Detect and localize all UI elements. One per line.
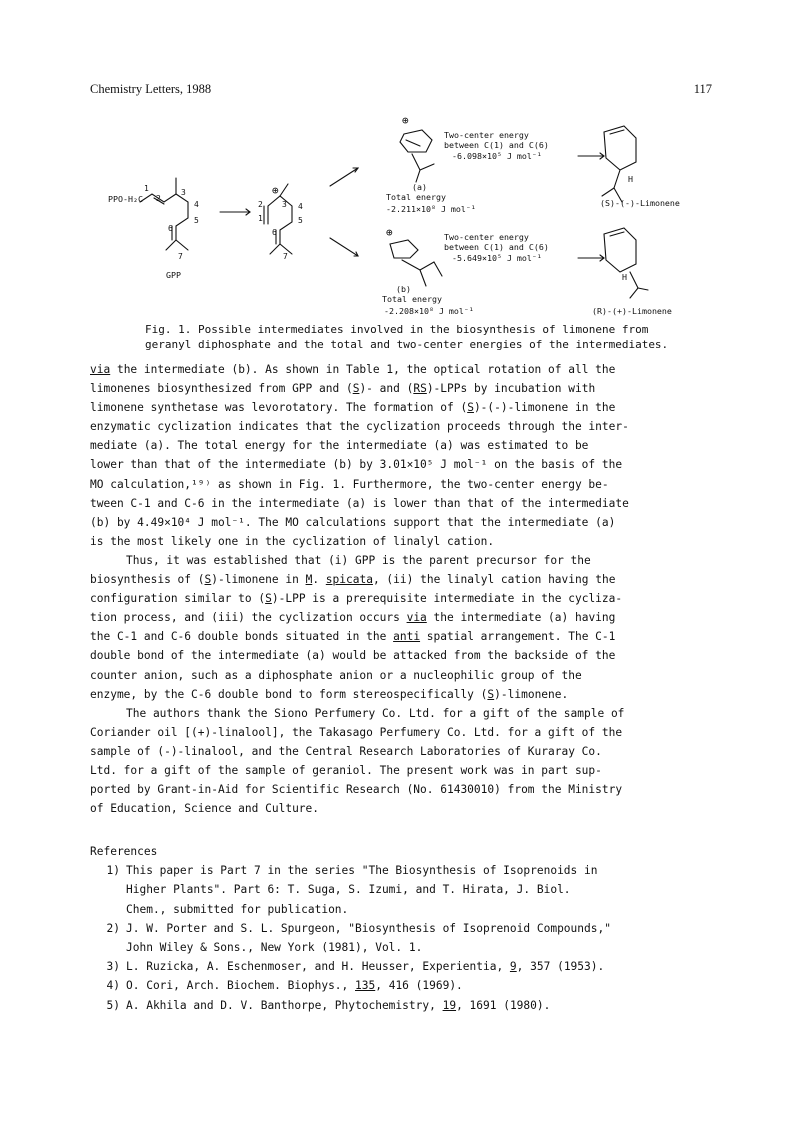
text-run: )-LPP is a prerequisite intermediate in the cycliza- xyxy=(271,592,623,606)
body-line xyxy=(90,589,712,608)
reference-continuation: Higher Plants". Part 6: T. Suga, S. Izumi, and T. Hirata, J. Biol. xyxy=(126,883,571,897)
text-run: , 416 (1969). xyxy=(375,979,463,993)
body-line: Coriander oil [(+)-linalool], the Takasago Perfumery Co. Ltd. for a gift of the xyxy=(90,725,623,739)
body-line: mediate (a). The total energy for the intermediate (a) was estimated to be xyxy=(90,439,589,453)
volume-number: 19 xyxy=(442,998,457,1012)
figure-caption xyxy=(145,322,685,352)
intermediate-b-two-center-value: -5.649×10⁵ J mol⁻¹ xyxy=(452,253,542,263)
intermediate-a-two-center-value: -6.098×10⁵ J mol⁻¹ xyxy=(452,151,542,161)
intermediate-b-two-center-title: Two-center energy xyxy=(444,232,529,242)
body-line: ported by Grant-in-Aid for Scientific Research (No. 61430010) from the Ministry xyxy=(90,783,623,797)
text-run: the intermediate (b). As shown in Table 1, the optical rotation of all the xyxy=(110,363,616,376)
body-line: lower than that of the intermediate (b) by 3.01×10⁵ J mol⁻¹ on the basis of the xyxy=(90,458,623,472)
references-title: References xyxy=(90,845,158,858)
carbon-number: 7 xyxy=(178,252,183,261)
caption-line: Fig. 1. Possible intermediates involved in the biosynthesis of limonene from xyxy=(145,323,649,336)
intermediate-a-two-center-between: between C(1) and C(6) xyxy=(444,140,549,150)
carbon-number: 6 xyxy=(168,224,173,233)
gpp-label: GPP xyxy=(166,270,181,280)
carbon-number: 2 xyxy=(258,200,263,209)
text-run: biosynthesis of ( xyxy=(90,573,205,587)
cation-plus-sign: ⊕ xyxy=(272,184,279,197)
body-line: Ltd. for a gift of the sample of geraniol. The present work was in part sup- xyxy=(90,763,602,777)
carbon-number: 3 xyxy=(181,188,186,197)
page-number: 117 xyxy=(693,82,712,96)
body-line: is the most likely one in the cyclization of linalyl cation. xyxy=(90,534,495,548)
text-run: spatial arrangement. The C-1 xyxy=(420,630,616,644)
intermediate-a-total-value: -2.211×10⁸ J mol⁻¹ xyxy=(386,204,476,214)
intermediate-b-label: (b) xyxy=(396,284,411,294)
carbon-number: 5 xyxy=(194,216,199,225)
text-run: )- and ( xyxy=(359,382,414,396)
text-run: , 357 (1953). xyxy=(516,960,605,974)
intermediate-b-total-title: Total energy xyxy=(382,294,442,304)
body-line xyxy=(90,627,712,646)
reference-number: 1) xyxy=(106,864,120,878)
italic-term: S xyxy=(265,592,272,606)
volume-number: 9 xyxy=(509,960,517,974)
intermediate-b-two-center-between: between C(1) and C(6) xyxy=(444,242,549,252)
text-run: configuration similar to ( xyxy=(90,592,266,606)
intermediate-a-two-center-title: Two-center energy xyxy=(444,130,529,140)
text-run: )-LPPs by incubation with xyxy=(426,382,596,396)
text-run: , 1691 (1980). xyxy=(456,998,551,1012)
reference-item xyxy=(90,861,712,880)
reference-item xyxy=(90,976,712,995)
reference-continuation: John Wiley & Sons., New York (1981), Vol. 1. xyxy=(126,940,423,954)
italic-term: S xyxy=(204,573,212,587)
text-run: J. W. Porter and S. L. Spurgeon, "Biosynthesis of Isoprenoid Compounds," xyxy=(126,921,611,935)
body-line xyxy=(90,608,712,627)
body-line: Thus, it was established that (i) GPP is the parent precursor for the xyxy=(126,553,591,567)
text-run: L. Ruzicka, A. Eschenmoser, and H. Heusser, Experientia, xyxy=(126,960,510,974)
reference-item xyxy=(90,996,712,1015)
body-line: MO calculation,¹⁹⁾ as shown in Fig. 1. Furthermore, the two-center energy be- xyxy=(90,477,609,491)
carbon-number: 1 xyxy=(144,184,149,193)
italic-term: RS xyxy=(413,382,427,396)
body-text xyxy=(90,360,712,818)
text-run: )-(-)-limonene in the xyxy=(473,401,616,415)
r-limonene-label: (R)-(+)-Limonene xyxy=(592,306,672,316)
body-line xyxy=(90,398,712,417)
carbon-number: 1 xyxy=(258,214,263,223)
body-line xyxy=(90,360,712,379)
intermediate-a-label: (a) xyxy=(412,182,427,192)
text-run: the C-1 and C-6 double bonds situated in the xyxy=(90,630,394,644)
reference-item xyxy=(90,919,712,938)
cation-plus-sign: ⊕ xyxy=(402,114,409,127)
italic-term: S xyxy=(487,687,495,701)
text-run: O. Cori, Arch. Biochem. Biophys., xyxy=(126,979,356,993)
reference-continuation: Chem., submitted for publication. xyxy=(126,902,349,916)
body-line: The authors thank the Siono Perfumery Co. Ltd. for a gift of the sample of xyxy=(126,706,625,720)
text-run: the intermediate (a) having xyxy=(426,611,616,625)
ppo-label: PPO-H₂C xyxy=(108,194,143,204)
italic-term: spicata xyxy=(325,573,373,587)
journal-title: Chemistry Letters, 1988 xyxy=(90,82,212,96)
italic-term: via xyxy=(90,363,111,376)
italic-term: via xyxy=(406,611,427,625)
italic-term: S xyxy=(352,382,360,396)
body-line: counter anion, such as a diphosphate anion or a nucleophilic group of the xyxy=(90,668,582,682)
text-run: , (ii) the linalyl cation having the xyxy=(372,573,616,587)
carbon-number: 4 xyxy=(298,202,303,211)
carbon-number: 2 xyxy=(156,194,161,203)
text-run: A. Akhila and D. V. Banthorpe, Phytochemistry, xyxy=(126,998,443,1012)
volume-number: 135 xyxy=(355,979,376,993)
body-line xyxy=(90,685,712,704)
carbon-number: 6 xyxy=(272,228,277,237)
h-label: H xyxy=(628,174,633,184)
carbon-number: 4 xyxy=(194,200,199,209)
text-run: limonenes biosynthesized from GPP and ( xyxy=(90,382,353,396)
body-line: enzymatic cyclization indicates that the cyclization proceeds through the inter- xyxy=(90,420,629,434)
text-run: )-limonene in xyxy=(211,573,306,587)
text-run: This paper is Part 7 in the series "The Biosynthesis of Isoprenoids in xyxy=(126,864,598,878)
body-line: tween C-1 and C-6 in the intermediate (a) is lower than that of the intermediate xyxy=(90,496,629,510)
intermediate-b-total-value: -2.208×10⁸ J mol⁻¹ xyxy=(384,306,474,316)
body-line: double bond of the intermediate (a) would be attacked from the backside of the xyxy=(90,649,616,663)
intermediate-a-total-title: Total energy xyxy=(386,192,446,202)
reference-number: 5) xyxy=(106,998,120,1012)
body-line: sample of (-)-linalool, and the Central Research Laboratories of Kuraray Co. xyxy=(90,744,602,758)
carbon-number: 3 xyxy=(282,200,287,209)
caption-line: geranyl diphosphate and the total and two-center energies of the intermediates. xyxy=(145,338,669,351)
reference-item xyxy=(90,957,712,976)
reference-number: 3) xyxy=(106,960,120,974)
references-section xyxy=(90,842,712,1015)
text-run: . xyxy=(312,573,326,587)
figure-1 xyxy=(90,112,712,324)
italic-term: S xyxy=(467,401,474,415)
text-run: tion process, and (iii) the cyclization occurs xyxy=(90,611,407,625)
body-line xyxy=(90,570,712,589)
body-line: (b) by 4.49×10⁴ J mol⁻¹. The MO calculations support that the intermediate (a) xyxy=(90,515,616,529)
text-run: )-limonene. xyxy=(494,687,569,701)
body-line: of Education, Science and Culture. xyxy=(90,802,320,816)
reference-number: 2) xyxy=(106,921,120,935)
s-limonene-label: (S)-(-)-Limonene xyxy=(600,198,680,208)
text-run: limonene synthetase was levorotatory. The formation of ( xyxy=(90,401,468,415)
cation-plus-sign: ⊕ xyxy=(386,226,393,239)
reference-number: 4) xyxy=(106,979,120,993)
text-run: enzyme, by the C-6 double bond to form stereospecifically ( xyxy=(90,687,488,701)
h-label: H xyxy=(622,272,627,282)
carbon-number: 7 xyxy=(283,252,288,261)
italic-term: anti xyxy=(393,630,421,644)
carbon-number: 5 xyxy=(298,216,303,225)
body-line xyxy=(90,379,712,398)
italic-term: M xyxy=(305,573,313,587)
